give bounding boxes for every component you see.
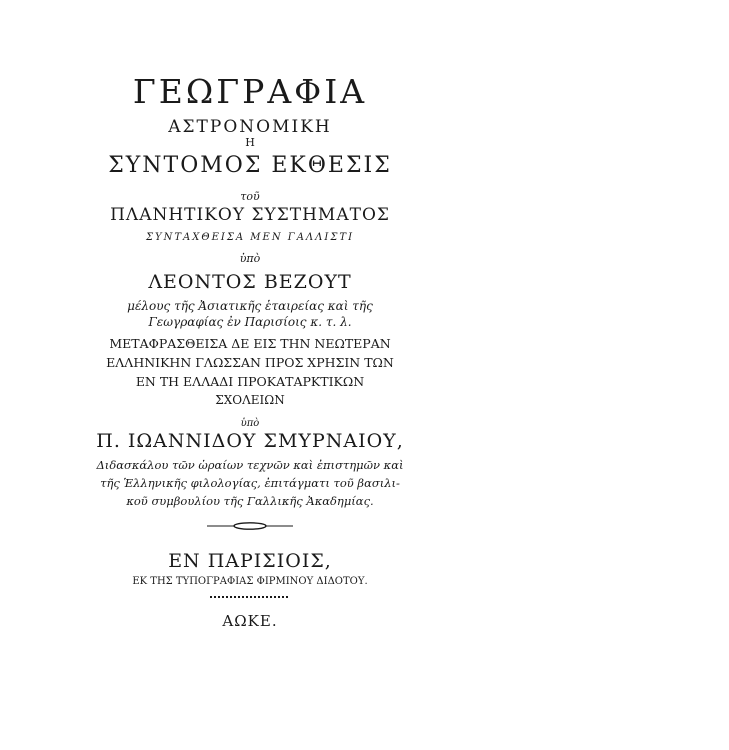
conjunction: Η xyxy=(245,136,255,149)
author-description-2: Γεωγραφίας ἐν Παρισίοις κ. τ. λ. xyxy=(148,315,352,329)
translation-note-2: ΕΛΛΗΝΙΚΗΝ ΓΛΩΣΣΑΝ ΠΡΟΣ ΧΡΗΣΙΝ ΤΩΝ xyxy=(106,355,394,370)
translation-note-3: ΕΝ ΤΗ ΕΛΛΑΔΙ ΠΡΟΚΑΤΑΡΚΤΙΚΩΝ xyxy=(135,374,365,389)
by-line-translator: ὑπὸ xyxy=(240,418,260,429)
dotted-rule xyxy=(209,594,291,600)
ornamental-rule xyxy=(205,521,295,531)
author-name: ΛΕΟΝΤΟΣ ΒΕΖΟΥΤ xyxy=(148,271,352,293)
book-subtitle: ΑΣΤΡΟΝΟΜΙΚΗ xyxy=(168,117,332,137)
composed-line: ΣΥΝΤΑΧΘΕΙΣΑ ΜΕΝ ΓΑΛΛΙΣΤΙ xyxy=(145,232,355,243)
translator-name: Π. ΙΩΑΝΝΙΔΟΥ ΣΜΥΡΝΑΙΟΥ, xyxy=(96,430,404,452)
imprint-place: ΕΝ ΠΑΡΙΣΙΟΙΣ, xyxy=(168,550,332,572)
translator-description-1: Διδασκάλου τῶν ὡραίων τεχνῶν καὶ ἐπιστημῶν καὶ xyxy=(96,458,404,472)
author-description-1: μέλους τῆς Ἀσιατικῆς ἑταιρείας καὶ τῆς xyxy=(127,299,373,313)
translator-description-2: τῆς Ἑλληνικῆς φιλολογίας, ἐπιτάγματι τοῦ βασιλι- xyxy=(100,476,400,490)
heading: ΣΥΝΤΟΜΟΣ ΕΚΘΕΣΙΣ xyxy=(108,153,392,178)
imprint-year: ΑΩΚΕ. xyxy=(222,612,278,630)
system-heading: ΠΛΑΝΗΤΙΚΟΥ ΣΥΣΤΗΜΑΤΟΣ xyxy=(110,205,390,225)
imprint-printer: ΕΚ ΤΗΣ ΤΥΠΟΓΡΑΦΙΑΣ ΦΙΡΜΙΝΟΥ ΔΙΔΟΤΟΥ. xyxy=(132,576,368,587)
translation-note-1: ΜΕΤΑΦΡΑΣΘΕΙΣΑ ΔΕ ΕΙΣ ΤΗΝ ΝΕΩΤΕΡΑΝ xyxy=(109,336,391,351)
translation-note-4: ΣΧΟΛΕΙΩΝ xyxy=(215,393,285,407)
by-line-author: ὑπὸ xyxy=(239,252,261,265)
translator-description-3: κοῦ συμβουλίου τῆς Γαλλικῆς Ἀκαδημίας. xyxy=(126,494,374,508)
book-title: ΓΕΩΓΡΑΦΙΑ xyxy=(132,72,368,111)
article: τοῦ xyxy=(240,190,260,203)
